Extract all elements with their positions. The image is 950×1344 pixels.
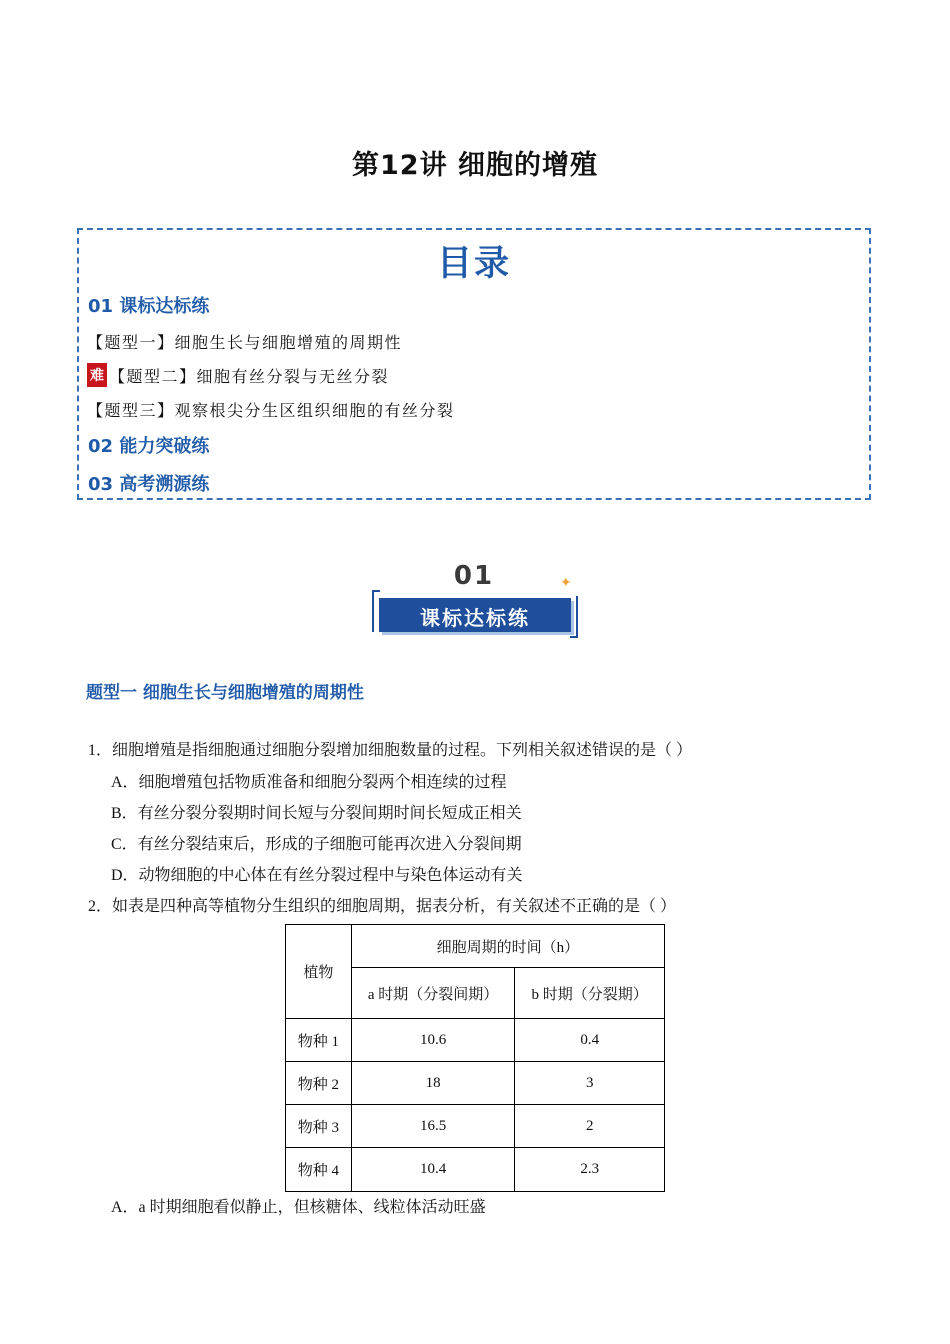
sparkle-icon: ✦ [560, 575, 572, 591]
cell-cycle-table [285, 924, 665, 1192]
a-value: 16.5 [351, 1105, 515, 1148]
section-heading: 题型一 细胞生长与细胞增殖的周期性 [86, 683, 364, 703]
difficulty-badge: 难 [87, 363, 107, 387]
toc-item-label: 【题型一】细胞生长与细胞增殖的周期性 [87, 333, 403, 352]
toc-item-label: 【题型三】观察根尖分生区组织细胞的有丝分裂 [87, 401, 455, 420]
group-header: 细胞周期的时间（h） [351, 925, 664, 968]
question-1-option-c: C．有丝分裂结束后，形成的子细胞可能再次进入分裂间期 [111, 836, 522, 853]
species-name: 物种 3 [286, 1105, 352, 1148]
species-name: 物种 1 [286, 1019, 352, 1062]
toc-item-label: 【题型二】细胞有丝分裂与无丝分裂 [109, 366, 390, 386]
toc-title: 目录 [436, 244, 511, 284]
b-value: 3 [515, 1062, 665, 1105]
banner-number: 01 [453, 561, 495, 591]
table-row [286, 1148, 665, 1192]
banner-label: 课标达标练 [420, 606, 530, 630]
b-value: 2.3 [515, 1148, 665, 1192]
page-title: 第12讲 细胞的增殖 [352, 150, 598, 181]
toc-section-1[interactable]: 01 课标达标练 [88, 296, 210, 317]
col-a-header: a 时期（分裂间期） [351, 968, 515, 1019]
question-2-stem: 2．如表是四种高等植物分生组织的细胞周期，据表分析，有关叙述不正确的是（ ） [88, 898, 677, 915]
a-value: 18 [351, 1062, 515, 1105]
b-value: 2 [515, 1105, 665, 1148]
species-name: 物种 2 [286, 1062, 352, 1105]
table-row [286, 1062, 665, 1105]
species-name: 物种 4 [286, 1148, 352, 1192]
toc-item-type-1[interactable] [87, 330, 402, 353]
toc-item-type-2[interactable] [87, 363, 389, 387]
question-1-option-d: D．动物细胞的中心体在有丝分裂过程中与染色体运动有关 [111, 867, 523, 884]
toc-item-type-3[interactable] [87, 398, 455, 421]
banner-bracket-right [570, 596, 578, 638]
question-1-option-b: B．有丝分裂分裂期时间长短与分裂间期时间长短成正相关 [111, 805, 522, 822]
col-b-header: b 时期（分裂期） [515, 968, 665, 1019]
row-header: 植物 [286, 925, 352, 1019]
table-row [286, 1019, 665, 1062]
toc-section-3[interactable]: 03 高考溯源练 [88, 474, 210, 495]
a-value: 10.4 [351, 1148, 515, 1192]
b-value: 0.4 [515, 1019, 665, 1062]
question-1-option-a: A．细胞增殖包括物质准备和细胞分裂两个相连续的过程 [111, 774, 507, 791]
section-banner [370, 560, 582, 640]
a-value: 10.6 [351, 1019, 515, 1062]
table-of-contents [77, 228, 871, 500]
question-1-stem: 1．细胞增殖是指细胞通过细胞分裂增加细胞数量的过程。下列相关叙述错误的是（ ） [88, 742, 693, 759]
table-row [286, 1105, 665, 1148]
question-2-option-a: A．a 时期细胞看似静止，但核糖体、线粒体活动旺盛 [111, 1199, 486, 1216]
toc-section-2[interactable]: 02 能力突破练 [88, 436, 210, 457]
